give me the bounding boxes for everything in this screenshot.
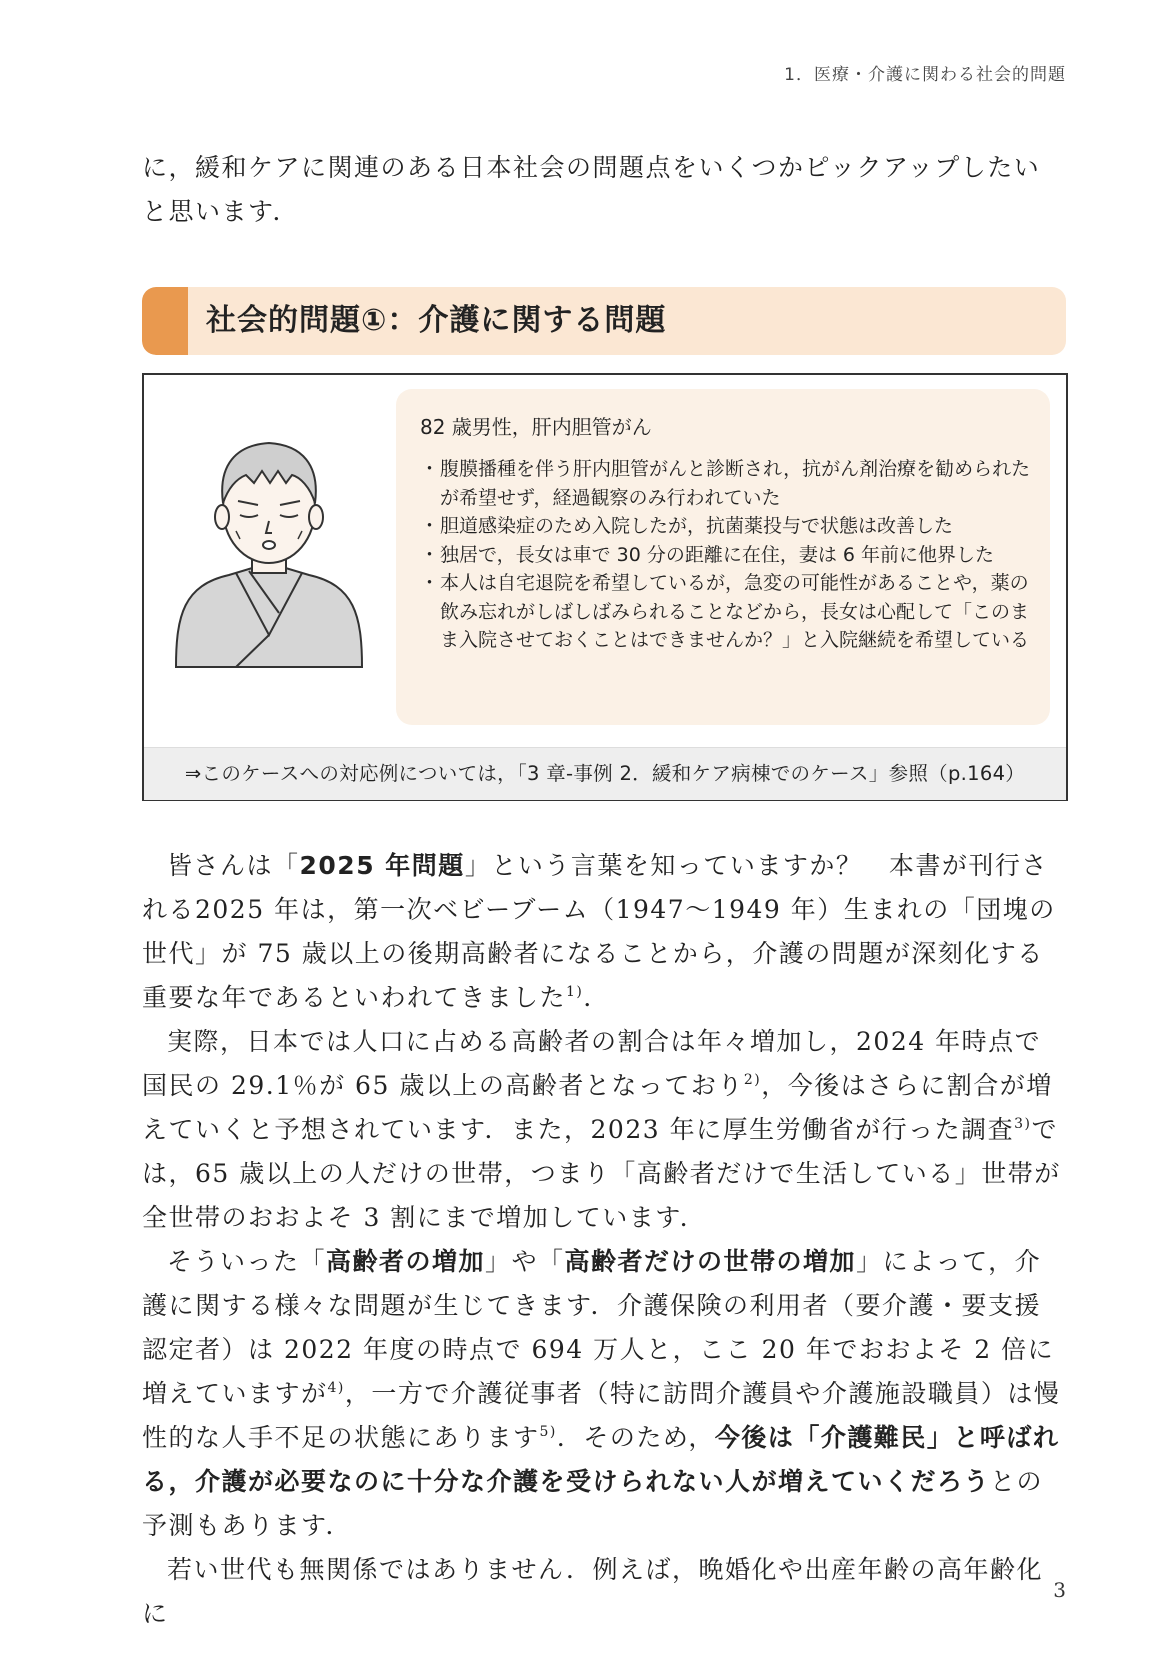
running-head: 1．医療・介護に関わる社会的問題 [784, 65, 1066, 85]
text-run: 」や「 [485, 1247, 565, 1276]
list-item-text: 胆道感染症のため入院したが，抗菌薬投与で状態は改善した [440, 515, 954, 537]
elderly-man-illustration [174, 435, 364, 677]
list-bullet: ・ [420, 515, 440, 537]
emphasis: 2025 年問題 [299, 851, 465, 880]
list-item [420, 569, 1038, 655]
text-run: そういった「 [167, 1247, 327, 1276]
list-item-text: 腹膜播種を伴う肝内胆管がんと診断され，抗がん剤治療を勧められたが希望せず，経過観察のみ行われていた [440, 458, 1031, 509]
main-text [142, 844, 1066, 1636]
list-item-text: 本人は自宅退院を希望しているが，急変の可能性があることや，薬の飲み忘れがしばしばみられることなどから，長女は心配して「このまま入院させておくことはできませんか？」と入院継続を希望している [440, 572, 1030, 651]
case-title: 82 歳男性，肝内胆管がん [420, 415, 652, 439]
emphasis: 今後は「介護難民」と呼ばれる，介護が必要なのに十分な介護を受けられない人が増えていくだろう [142, 1423, 1060, 1496]
emphasis: 高齢者だけの世帯の増加 [564, 1247, 857, 1276]
list-bullet: ・ [420, 458, 440, 480]
citation: 3) [1014, 1116, 1032, 1132]
section-heading-tab [142, 287, 188, 355]
text-run: 」によって，介護に関する様々な問題が生じてきます．介護保険の利用者（要介護・要支援認定者）は 2022 年度の時点で 694 万人と，ここ 20 年でおおよそ 2 倍に増えていますが [142, 1247, 1055, 1408]
list-bullet: ・ [420, 543, 440, 566]
text-run: ．そのため， [556, 1423, 715, 1452]
emphasis: 高齢者の増加 [326, 1247, 486, 1276]
text-run: 皆さんは「 [167, 851, 300, 880]
text-run: ，今後はさらに割合が増えていくと予想されています．また，2023 年に厚生労働省が行った調査 [142, 1071, 1053, 1144]
paragraph: 若い世代も無関係ではありません．例えば，晩婚化や出産年齢の高年齢化に [142, 1555, 1044, 1628]
list-item [420, 541, 1038, 570]
list-item [420, 512, 1038, 541]
citation: 4) [327, 1380, 345, 1396]
case-list [420, 455, 1038, 655]
text-run: 実際，日本では人口に占める高齢者の割合は年々増加し，2024 年時点で国民の 29.1％が 65 歳以上の高齢者となっており [142, 1027, 1042, 1100]
paragraph [142, 844, 1066, 1020]
citation: 5) [539, 1424, 557, 1440]
list-item [420, 455, 1038, 512]
case-panel [396, 389, 1050, 725]
text-run: との予測もあります． [142, 1467, 1044, 1540]
paragraph [142, 1020, 1066, 1240]
intro-paragraph: に，緩和ケアに関連のある日本社会の問題点をいくつかピックアップしたいと思います． [142, 153, 1041, 226]
list-bullet: ・ [420, 572, 440, 594]
citation: 1) [566, 984, 584, 1000]
case-reference: ⇒このケースへの対応例については，「3 章-事例 2．緩和ケア病棟でのケース」参照（p.164） [144, 747, 1066, 800]
page-number: 3 [1053, 1578, 1066, 1602]
list-item-text: 独居で，長女は車で 30 分の距離に在住，妻は 6 年前に他界した [440, 543, 995, 566]
section-heading-title: 社会的問題①：介護に関する問題 [206, 303, 667, 338]
section-heading [142, 287, 1066, 355]
citation: 2) [743, 1072, 762, 1088]
text-run: ． [583, 983, 610, 1012]
case-box [142, 373, 1068, 801]
text-run: では，65 歳以上の人だけの世帯，つまり「高齢者だけで生活している」世帯が全世帯のおおよそ 3 割にまで増加しています． [142, 1115, 1061, 1232]
paragraph [142, 1240, 1066, 1548]
text-run: ，一方で介護従事者（特に訪問介護員や介護施設職員）は慢性的な人手不足の状態にあります [142, 1379, 1061, 1452]
text-run: 」という言葉を知っていますか？ 本書が刊行される2025 年は，第一次ベビーブーム（1947～1949 年）生まれの「団塊の世代」が 75 歳以上の後期高齢者になることから，介護の問題が深刻化する重要な年であるといわれてきました [142, 851, 1056, 1012]
